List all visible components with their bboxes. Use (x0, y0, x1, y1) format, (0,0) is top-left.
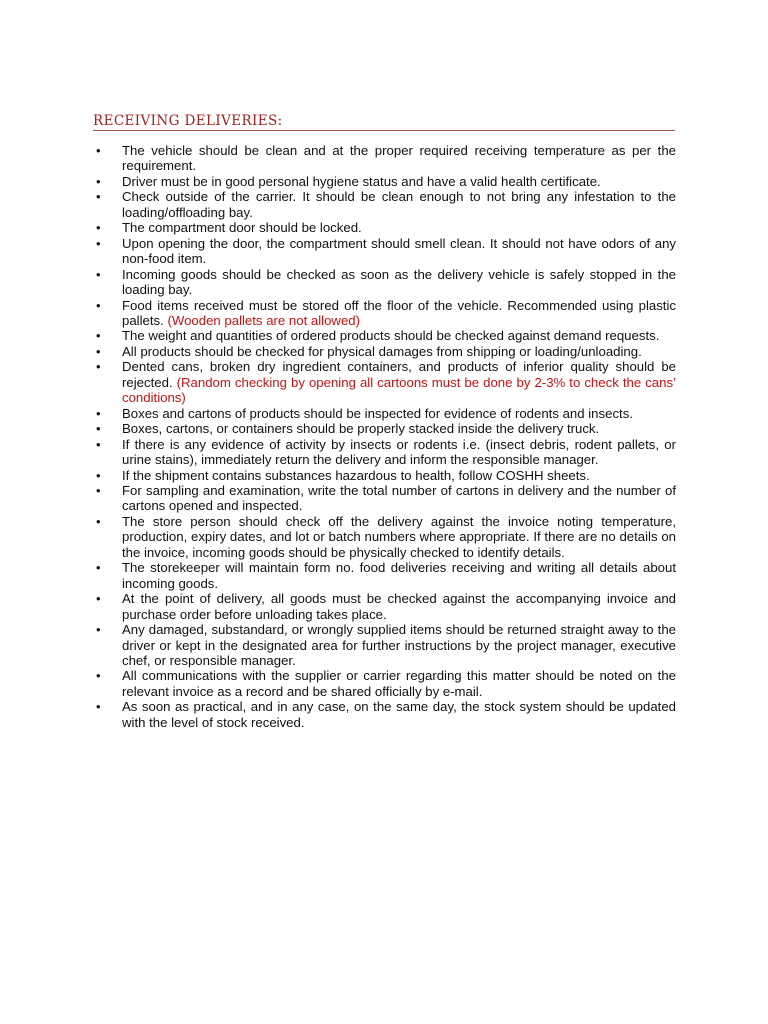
list-item-text: The store person should check off the delivery against the invoice noting temperature, production, expiry dates, and lot or batch numbers where appropriate. If there are no details on the invoice, incoming goods should be physically checked to identify details. (122, 513, 676, 560)
bullet-icon: • (96, 560, 101, 576)
list-item (93, 668, 676, 699)
bullet-icon: • (96, 421, 101, 437)
bullet-icon: • (96, 297, 101, 313)
bullet-icon: • (96, 359, 101, 375)
delivery-checklist (93, 143, 676, 730)
bullet-icon: • (96, 235, 101, 251)
list-item-text: Food items received must be stored off the floor of the vehicle. Recommended using plastic pallets. (122, 297, 676, 328)
bullet-icon: • (96, 482, 101, 498)
list-item (93, 483, 676, 514)
bullet-icon: • (96, 513, 101, 529)
list-item-text: For sampling and examination, write the total number of cartons in delivery and the number of cartons opened and inspected. (122, 482, 676, 514)
list-item (93, 328, 676, 343)
list-item-text: Boxes, cartons, or containers should be properly stacked inside the delivery truck. (122, 421, 600, 437)
list-item (93, 298, 676, 329)
list-item (93, 143, 676, 174)
bullet-icon: • (96, 591, 101, 607)
bullet-icon: • (96, 189, 101, 205)
list-item-text: As soon as practical, and in any case, on the same day, the stock system should be updated with the level of stock received. (122, 699, 676, 730)
bullet-icon: • (96, 699, 101, 715)
bullet-icon: • (96, 668, 101, 684)
list-item (93, 622, 676, 668)
bullet-icon: • (96, 622, 101, 638)
list-item-text: Check outside of the carrier. It should be clean enough to not bring any infestation to the loading/offloading bay. (122, 189, 676, 220)
list-item-text: All products should be checked for physical damages from shipping or loading/unloading. (122, 343, 642, 359)
list-item-text: Boxes and cartons of products should be inspected for evidence of rodents and insects. (122, 405, 633, 421)
list-item-text: The storekeeper will maintain form no. food deliveries receiving and writing all details about incoming goods. (122, 560, 676, 591)
list-item-note: (Wooden pallets are not allowed) (167, 312, 361, 328)
list-item-text: Driver must be in good personal hygiene status and have a valid health certificate. (122, 173, 601, 189)
list-item (93, 468, 676, 483)
list-item-text: Incoming goods should be checked as soon as the delivery vehicle is safely stopped in the loading bay. (122, 266, 676, 298)
list-item (93, 267, 676, 298)
heading-underline (93, 130, 675, 131)
list-item (93, 220, 676, 235)
list-item-note: (Random checking by opening all cartoons must be done by 2-3% to check the cans’ conditions) (122, 374, 676, 406)
bullet-icon: • (96, 343, 101, 359)
list-item-text: At the point of delivery, all goods must be checked against the accompanying invoice and purchase order before unloading takes place. (122, 591, 676, 622)
list-item (93, 437, 676, 468)
list-item-text: Any damaged, substandard, or wrongly supplied items should be returned straight away to the driver or kept in the designated area for further instructions by the project manager, executive chef, or responsible manager. (122, 622, 676, 668)
list-item (93, 560, 676, 591)
list-item (93, 406, 676, 421)
list-item-text: The compartment door should be locked. (122, 220, 362, 236)
list-item-text: All communications with the supplier or carrier regarding this matter should be noted on the relevant invoice as a record and be shared officially by e-mail. (122, 668, 676, 699)
list-item (93, 344, 676, 359)
list-item (93, 189, 676, 220)
bullet-icon: • (96, 467, 101, 483)
list-item (93, 359, 676, 405)
list-item (93, 236, 676, 267)
list-item-text: Dented cans, broken dry ingredient containers, and products of inferior quality should be rejected. (122, 359, 676, 390)
bullet-icon: • (96, 328, 101, 344)
list-item-text: Upon opening the door, the compartment should smell clean. It should not have odors of any non-food item. (122, 235, 676, 267)
bullet-icon: • (96, 220, 101, 236)
bullet-icon: • (96, 436, 101, 452)
bullet-icon: • (96, 405, 101, 421)
bullet-icon: • (96, 143, 101, 158)
list-item-text: The weight and quantities of ordered products should be checked against demand requests. (122, 328, 660, 344)
list-item (93, 421, 676, 436)
list-item (93, 514, 676, 560)
list-item (93, 591, 676, 622)
list-item-text: If there is any evidence of activity by insects or rodents i.e. (insect debris, rodent pallets, or urine stains), immediately return the delivery and inform the responsible manager. (122, 436, 676, 468)
section-heading: RECEIVING DELIVERIES: (93, 113, 283, 129)
list-item-text: The vehicle should be clean and at the proper required receiving temperature as per the requirement. (122, 143, 676, 174)
bullet-icon: • (96, 173, 101, 189)
list-item (93, 699, 676, 730)
list-item-text: If the shipment contains substances hazardous to health, follow COSHH sheets. (122, 467, 590, 483)
bullet-icon: • (96, 266, 101, 282)
list-item (93, 174, 676, 189)
